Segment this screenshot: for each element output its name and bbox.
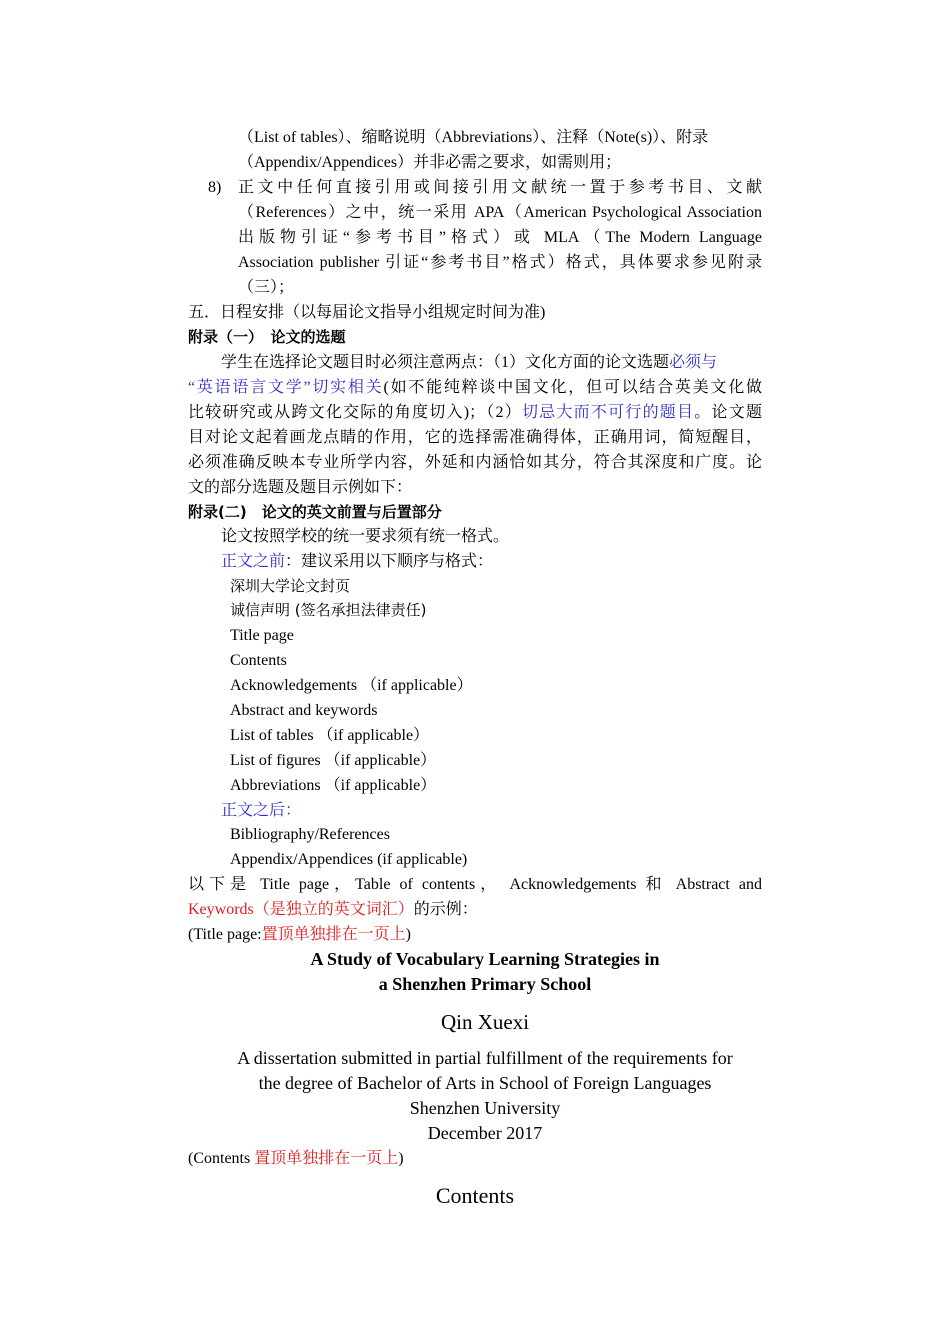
front-item: List of figures （if applicable） (230, 752, 437, 769)
front-item: List of tables （if applicable） (230, 727, 430, 744)
item-8-number: 8) (208, 179, 222, 196)
sample-degree-line-1: A dissertation submitted in partial fulfillment of the requirements for (237, 1048, 733, 1068)
sample-thesis-title-line-1: A Study of Vocabulary Learning Strategies in (310, 949, 660, 969)
list-continuation-line-1: （List of tables）、缩略说明（Abbreviations）、注释（Note(s)）、附录 (238, 129, 709, 146)
appendix-1-para-line-6: 文的部分选题及题目示例如下： (188, 479, 413, 496)
back-matter-label: 正文之后： (221, 802, 302, 819)
appendix-1-para-line-3: 比较研究或从跨文化交际的角度切入)；（2）切忌大而不可行的题目。论文题 (188, 404, 762, 421)
sample-author-name: Qin Xuexi (440, 1010, 530, 1034)
appendix-2-heading: 附录(二) 论文的英文前置与后置部分 (188, 503, 442, 521)
item-8-line-1: 正文中任何直接引用或间接引用文献统一置于参考书目、文献 (238, 179, 762, 196)
appendix-1-para-line-5: 必须准确反映本专业所学内容，外延和内涵恰如其分，符合其深度和广度。论 (188, 454, 762, 471)
sample-date: December 2017 (427, 1123, 543, 1143)
appendix-1-para-line-4: 目对论文起着画龙点睛的作用，它的选择需准确得体，正确用词，简短醒目， (188, 429, 762, 446)
front-item: Abbreviations （if applicable） (230, 777, 437, 794)
item-8-line-5: （三）； (238, 279, 295, 296)
front-item: Acknowledgements （if applicable） (230, 677, 473, 694)
front-item: 诚信声明 (签名承担法律责任) (230, 601, 427, 619)
title-page-note: (Title page:置顶单独排在一页上) (188, 926, 411, 943)
appendix-1-para-line-1: 学生在选择论文题目时必须注意两点：（1）文化方面的论文选题必须与 (221, 354, 718, 371)
back-item: Bibliography/References (230, 826, 390, 843)
item-8-line-4: Association publisher 引证“参考书目”格式）格式，具体要求参见附录 (238, 254, 762, 271)
appendix-2-intro: 论文按照学校的统一要求须有统一格式。 (221, 528, 510, 545)
front-matter-label: 正文之前：建议采用以下顺序与格式： (221, 553, 494, 570)
front-item: Title page (230, 627, 294, 644)
appendix-1-para-line-2: “英语语言文学”切实相关(如不能纯粹谈中国文化，但可以结合英美文化做 (188, 379, 762, 396)
contents-heading: Contents (435, 1183, 515, 1208)
front-item: 深圳大学论文封页 (230, 577, 351, 595)
schedule-heading: 五．日程安排（以每届论文指导小组规定时间为准) (188, 304, 546, 321)
front-item: Abstract and keywords (230, 702, 378, 719)
example-intro-line-2: Keywords（是独立的英文词汇）的示例： (188, 901, 478, 918)
item-8-line-3: 出版物引证“参考书目”格式）或 MLA（The Modern Language (238, 229, 762, 246)
sample-thesis-title-line-2: a Shenzhen Primary School (378, 974, 592, 994)
sample-degree-line-2: the degree of Bachelor of Arts in School of Foreign Languages (258, 1073, 712, 1093)
contents-note: (Contents 置顶单独排在一页上) (188, 1150, 404, 1167)
sample-university: Shenzhen University (409, 1098, 561, 1118)
back-item: Appendix/Appendices (if applicable) (230, 851, 468, 868)
list-continuation-line-2: （Appendix/Appendices）并非必需之要求，如需则用； (238, 154, 622, 171)
front-item: Contents (230, 652, 287, 669)
item-8-line-2: （References）之中，统一采用 APA（American Psychological Association (238, 204, 762, 221)
example-intro-line-1: 以下是 Title page，Table of contents， Acknowledgements 和 Abstract and (188, 876, 762, 893)
appendix-1-heading: 附录（一） 论文的选题 (188, 328, 346, 346)
